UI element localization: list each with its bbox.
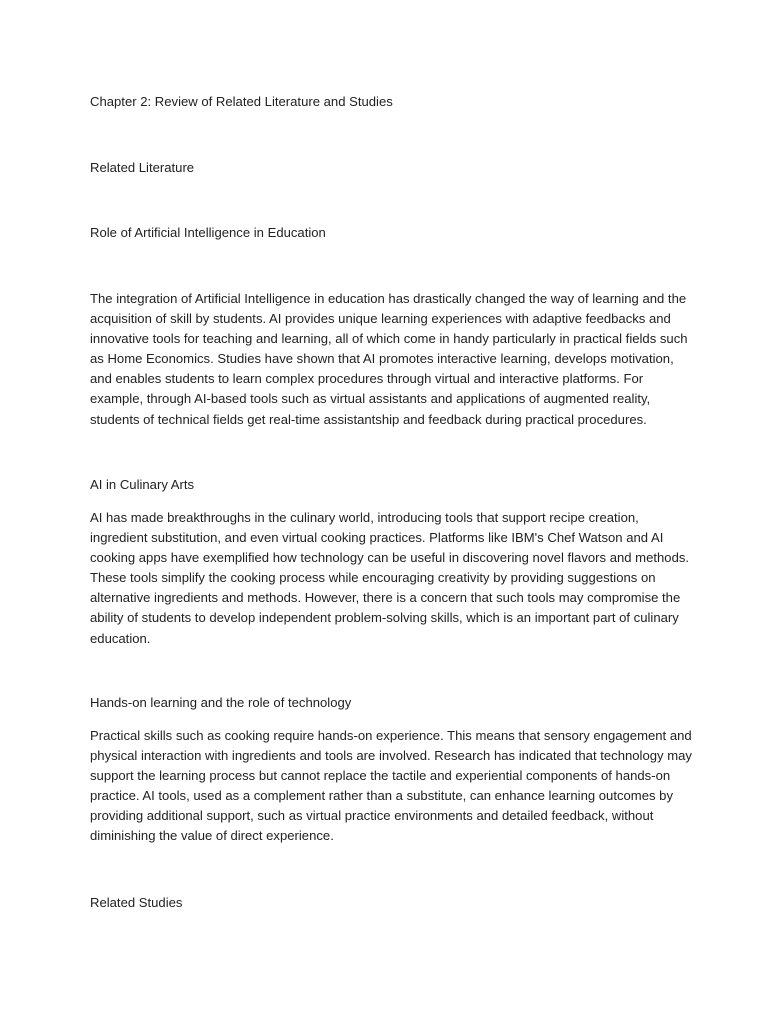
paragraph-line: ingredient substitution, and even virtual cooking practices. Platforms like IBM's Chef Watson and AI bbox=[90, 530, 664, 546]
ai-education-paragraph bbox=[90, 289, 688, 430]
paragraph-line: and enables students to learn complex procedures through virtual and interactive platforms. For bbox=[90, 371, 644, 387]
paragraph-line: practice. AI tools, used as a complement rather than a substitute, can enhance learning outcomes by bbox=[90, 788, 674, 804]
paragraph-line: cooking apps have exemplified how technology can be useful in discovering novel flavors and methods. bbox=[90, 550, 690, 566]
paragraph-line: example, through AI-based tools such as virtual assistants and applications of augmented reality, bbox=[90, 391, 651, 407]
paragraph-line: These tools simplify the cooking process while encouraging creativity by providing suggestions on bbox=[90, 570, 656, 586]
paragraph-line: providing additional support, such as virtual practice environments and detailed feedback, without bbox=[90, 808, 654, 824]
paragraph-line: Practical skills such as cooking require hands-on experience. This means that sensory engagement and bbox=[90, 728, 692, 743]
culinary-heading: AI in Culinary Arts bbox=[90, 477, 195, 492]
paragraph-line: students of technical fields get real-time assistantship and feedback during practical procedures. bbox=[90, 411, 647, 427]
paragraph-line: as Home Economics. Studies have shown that AI promotes interactive learning, develops motivation, bbox=[90, 351, 674, 367]
paragraph-line: ability of students to develop independent problem-solving skills, which is an important part of culinary bbox=[90, 610, 679, 626]
chapter-title: Chapter 2: Review of Related Literature and Studies bbox=[90, 94, 393, 109]
paragraph-line: innovative tools for teaching and learning, all of which come in handy particularly in practical fields such bbox=[90, 331, 688, 347]
paragraph-line: physical interaction with ingredients and tools are involved. Research has indicated that technology may bbox=[90, 748, 692, 764]
hands-on-heading: Hands-on learning and the role of technology bbox=[90, 695, 352, 710]
paragraph-line: AI has made breakthroughs in the culinary world, introducing tools that support recipe creation, bbox=[90, 510, 639, 525]
culinary-paragraph bbox=[90, 508, 690, 649]
paragraph-line: The integration of Artificial Intelligence in education has drastically changed the way of learning and the bbox=[90, 291, 687, 306]
related-literature-heading: Related Literature bbox=[90, 160, 195, 175]
ai-education-heading: Role of Artificial Intelligence in Education bbox=[90, 225, 326, 240]
related-studies-heading: Related Studies bbox=[90, 895, 183, 910]
paragraph-line: education. bbox=[90, 630, 151, 646]
paragraph-line: support the learning process but cannot replace the tactile and experiential components of hands-on bbox=[90, 768, 671, 784]
paragraph-line: alternative ingredients and methods. However, there is a concern that such tools may compromise the bbox=[90, 590, 681, 606]
paragraph-line: diminishing the value of direct experience. bbox=[90, 828, 334, 844]
paragraph-line: acquisition of skill by students. AI provides unique learning experiences with adaptive feedbacks and bbox=[90, 311, 671, 327]
hands-on-paragraph bbox=[90, 726, 692, 847]
